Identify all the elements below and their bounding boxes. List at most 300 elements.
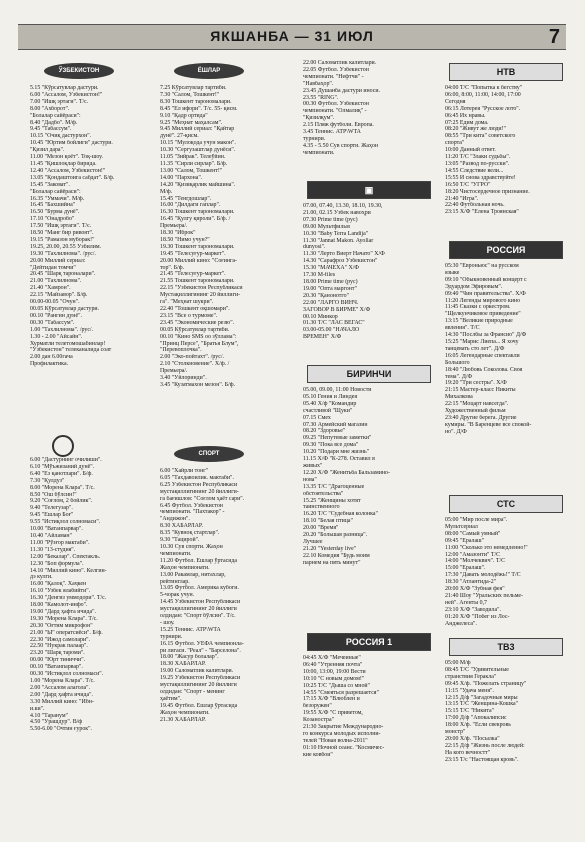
listing-line: 13:15 Т/С "Женщина-Кошка": [445, 701, 519, 708]
listing-line: 13:15 "Великие природные: [445, 318, 513, 325]
listing-line: 4.50 "Ўрашдур". В/ф: [30, 719, 83, 726]
listing-line: 18.50 "Нимо учун?": [160, 236, 210, 243]
listing-line: 06:15 Лотерея "Русское лото".: [445, 105, 521, 112]
listing-line: 13.05 Футбол. Америка кубоги.: [160, 585, 239, 592]
listing-line: 1.00 "Тахлилнома". /рус/.: [30, 326, 94, 333]
listing-line: дунё". 27-қисм.: [160, 133, 199, 140]
listing-line: и.ки".: [30, 705, 45, 712]
birinchi-schedule: [303, 362, 435, 567]
listing-line: 20.30 "Қанонотго": [303, 292, 349, 299]
listing-line: 11.00 "Мезон қоёт". Тоқ-шоу.: [30, 154, 103, 161]
listing-line: 10.30 "Baby Terra Landija": [303, 230, 369, 237]
listing-line: парнем на пять минут": [303, 559, 361, 566]
listing-line: 16.20 Т/С "Судебная колонка": [303, 511, 378, 518]
listing-line: 2.00 "Эко-пойтахт". /рус/.: [160, 354, 224, 361]
listing-line: 13.35 Т/С "Драгоценные: [303, 483, 365, 490]
listing-line: Хурматли телетомошабинлар!: [30, 340, 106, 347]
channel-logo-birinchi: БИРИНЧИ: [307, 365, 431, 383]
listing-line: "Болалар сайёраси":: [30, 112, 81, 119]
listing-line: 08:00 "Самый умный": [445, 530, 501, 537]
listing-line: 23.55 "RING".: [303, 94, 339, 101]
listing-line: 14:55 Следствие вели...: [445, 167, 504, 174]
listing-line: 01.30 Т/С "ЛАС ВЕГАС": [303, 320, 365, 327]
listing-line: 3.40 "Ўйлоринди".: [160, 375, 207, 382]
listing-line: 8.45 "Ел ифори". Т/с. 55- қисм.: [160, 105, 238, 112]
listing-line: 21.20 "Yesterday live": [303, 545, 357, 552]
listing-line: турнири.: [303, 135, 326, 142]
listing-line: 19:20 "Три сестры". Х/Ф: [445, 380, 507, 387]
listing-line: 19.30 Тошкент тарономалари.: [160, 243, 235, 250]
listing-line: олдидан: "Спорт - менинг: [160, 689, 225, 695]
listing-line: 16.15 Футбол. УЕФА чемпионла-: [160, 640, 244, 647]
listing-line: 04:45 Х/Ф "Мечеиные": [303, 655, 361, 661]
listing-line: 15:55 И снова здравствуйте!: [445, 174, 516, 181]
listing-line: Козаностра": [303, 717, 334, 724]
listing-line: "Ўзбекистон" телеканалида соат: [30, 347, 112, 354]
listing-line: 9.30 "Тацирой".: [160, 537, 200, 544]
listing-line: странствия Геракла": [445, 673, 497, 680]
listing-line: 23:15 Х/Ф "Елена Троянская": [445, 209, 519, 216]
listing-line: 00.10 "Ватанпарвар".: [30, 664, 83, 671]
listing-line: 19.30 "Тахлилнома". /рус/.: [30, 250, 96, 257]
listing-line: 21:40 "Игра".: [445, 195, 479, 202]
listing-line: 20.00 Миллий кино: "Соғинга-: [160, 257, 237, 264]
listing-line: 9.45 "Табассум".: [30, 126, 72, 133]
channel-logo-uzbekistan: ЎЗБЕКИСТОН: [44, 63, 114, 79]
listing-line: спорта": [445, 140, 465, 147]
listing-line: "Щелкунчиковое приведение": [445, 311, 521, 318]
listing-line: 9.45 Миллий сериал: "Қайтар: [160, 126, 235, 133]
listing-line: тор". Б/ф.: [160, 264, 185, 271]
listing-line: 15.45 "Тенгдошлар".: [160, 195, 212, 202]
listing-line: 8.30 Тошкент тарономалари.: [160, 98, 232, 105]
listing-line: 4.35 - 5.50 Сув спорти. Жаҳон: [303, 142, 379, 149]
russia-schedule: [445, 238, 567, 436]
listing-line: 3.45 Теннис. ATP\WTA: [303, 129, 361, 136]
listing-line: 22.05 Футбол. Ўзбекистон: [303, 66, 369, 73]
listing-line: 9.55 "Истиқлол солномаси".: [30, 519, 101, 526]
listing-line: 05.40 Х/ф "Командир: [303, 400, 357, 407]
listing-line: 2.00 "Ассалом алагола".: [30, 684, 91, 691]
listing-line: М/ф.: [160, 188, 173, 195]
listing-line: 23:15 Т/с "Настоящая кровь".: [445, 756, 519, 763]
listing-line: 17.50 "Ишқ эртаги". Т/с.: [30, 223, 92, 230]
listing-line: 20:00 Х/ф. "Посылка": [445, 735, 500, 742]
listing-line: 21.55 Тошкент тарономалари.: [160, 278, 235, 285]
listing-line: турнири.: [160, 633, 183, 640]
listing-line: 00.30 "Истиқлол солномаси".: [30, 671, 104, 678]
listing-line: 19.25 Ўзбекистон Республикаси: [160, 675, 241, 682]
listing-line: 22.00 "ЛАРГО ВИНЧ.: [303, 299, 359, 306]
listing-line: 9.10 "Қадр ортида": [160, 112, 208, 119]
listing-line: 11:20 Т/С "Злаки судьбы".: [445, 154, 511, 161]
listing-line: 5.50-6.00 "Очтин ғурок".: [30, 726, 93, 733]
listing-line: 05:30 "Евроньюс" на русском: [445, 263, 519, 269]
russia1-schedule: [303, 630, 435, 759]
listing-line: 19.00 "Опта маргонт": [303, 285, 357, 292]
listing-line: 18.30 ХАБАРЛАР.: [160, 661, 206, 668]
listing-line: языке: [445, 269, 460, 276]
listing-line: 15:15 Т/С "Никита": [445, 708, 495, 715]
listing-line: 19.30 "Морена Клара". Т/с.: [30, 615, 98, 622]
sport-schedule-continued: [303, 60, 435, 157]
listing-line: Премьера/.: [160, 223, 188, 230]
listing-line: 13:05 "Развод по-русски".: [445, 160, 510, 167]
listing-line: 20.30 "Оғтим микрофон": [30, 622, 93, 629]
listing-line: 10.20 "Подари мне жизнь": [303, 449, 370, 456]
listing-line: 12:15 Д/ф "Загадочные миры: [445, 694, 518, 701]
channel-logo-sts: СТС: [449, 495, 563, 513]
listing-line: 11.00 "Рўзғор мактаби".: [30, 539, 90, 546]
listing-line: 18.00 "Камолот-инфо".: [30, 602, 88, 609]
listing-line: 00.30 Футбол. Ўзбекистон: [303, 101, 369, 108]
listing-line: 11:15 "Удача меня".: [445, 687, 494, 694]
listing-line: 00.00 "Юрт тиниччи".: [30, 657, 86, 664]
listing-line: 9.20 "Соғлом, 2 бойлик".: [30, 498, 93, 505]
listing-line: "Андижон".: [160, 516, 190, 523]
listing-line: 13.00 "Салом, Тошкент!": [160, 167, 223, 174]
listing-line: Художественный фильм: [445, 408, 506, 415]
tv3-schedule: [445, 635, 567, 764]
listing-line: га бағишлов: "Соғлом ҳаёт сари".: [160, 495, 245, 502]
listing-line: 21:40 Шоу "Уральских пельме-: [445, 592, 524, 599]
listing-line: 7.30 "Қулдуз": [30, 477, 65, 484]
listing-line: 17:00 Д/ф "Апокалипсис: [445, 715, 507, 722]
listing-line: 19.45 Футбол. Ёшлар ўртасида: [160, 702, 238, 709]
listing-line: "Болалар сайёраси":: [30, 188, 81, 195]
listing-line: 14.45 Ўзбекистон Республикаси: [160, 599, 241, 606]
listing-line: 16.45 "Қулгу қироли". Б/ф. /: [160, 216, 231, 223]
listing-line: 09:45 Х/ф. "Пожелать страницу": [445, 680, 527, 687]
listing-line: 00.05 Кўрсатувлар дастури.: [30, 306, 100, 312]
listing-line: 21.30 ХАБАРЛАР.: [160, 716, 206, 723]
second-channel-schedule: [30, 432, 138, 733]
listing-line: 16.30 "Денгиз уммодори". Т/с.: [30, 595, 107, 602]
listing-line: 22.10 Комедия "Будь моим: [303, 552, 370, 559]
listing-line: 11.35 "Сирли сирлар". Б/ф.: [160, 160, 228, 167]
listing-line: 09:45 "Ералаш": [445, 537, 484, 544]
listing-line: "Қизил дара".: [30, 147, 65, 154]
listing-line: ҳаётим".: [160, 695, 182, 702]
listing-line: 8.00 "Морена Клара". Т/с.: [30, 484, 95, 491]
listing-line: 18:20 Чистосердечное признание.: [445, 188, 530, 195]
listing-line: На кого вечностт": [445, 749, 491, 756]
channel-logo-russia1: РОССИЯ 1: [307, 633, 431, 651]
listing-line: Лучшее: [303, 538, 323, 545]
listing-line: 8.30 ХАБАРЛАР.: [160, 523, 203, 530]
listing-line: 23.45 Душанба дастури иноси.: [303, 87, 380, 94]
listing-line: 19.45 "Телесуғур-маркет".: [160, 250, 226, 257]
listing-line: "Принц Персе", "Братья Блум",: [160, 340, 239, 347]
listing-line: 21.40 "Хамрон".: [30, 285, 71, 292]
listing-line: 18:40 "Любовь Соколова. Своя: [445, 366, 523, 373]
listing-line: чемпионати. "Олмалиқ" -: [303, 108, 367, 115]
listing-line: Мустақиллигининг 20 йиллиги-: [160, 292, 241, 299]
listing-line: 10.15 "Очиқ дастурхон".: [30, 133, 92, 140]
listing-line: Большого: [445, 359, 470, 366]
listing-line: 23.20 "Шарқ тароми".: [30, 650, 85, 657]
listing-line: 7.00 "Ишқ эртаги". Т/с.: [30, 98, 89, 105]
listing-line: 11.15 Х/Ф "К-278. Оставил в: [303, 456, 375, 463]
listing-line: 21.00 "Тахлилнома".: [30, 278, 82, 285]
listing-line: 10.30 "Сергузаштлар дунёси".: [160, 147, 236, 154]
listing-line: 10.45 "Юртим бойлиги" дастури.: [30, 140, 113, 147]
tv-channel-schedule: [303, 178, 435, 341]
listing-line: ри лигаси. "Реал" - "Барселона".: [160, 647, 241, 654]
listing-line: 6.40 "Ёз қанотлари". Б/ф.: [30, 470, 93, 477]
listing-line: 6.00 "Хайрли тонг": [160, 468, 209, 474]
listing-line: 11:20 Легенды мирового кино: [445, 297, 521, 304]
listing-line: "Навбаҳор".: [303, 80, 334, 87]
listing-line: 16.30 Тошкент тарономалари.: [160, 209, 235, 216]
listing-line: 18:30 "Атлантида-2": [445, 579, 497, 586]
listing-line: 8.50 "Ош бўлсин!": [30, 491, 77, 498]
listing-line: 20.45 "Шарқ тароналари".: [30, 271, 96, 278]
listing-line: 10:10 "С новым домом!": [303, 675, 365, 682]
listing-line: 14.20 "Қизиқарлик майшина".: [160, 181, 236, 188]
listing-line: 00.10 "Рангин дунё".: [30, 312, 82, 319]
listing-line: 09.30 "Пока все дома": [303, 442, 359, 449]
listing-line: кумиры. "В Баренцеве все спокой-: [445, 421, 532, 428]
listing-line: 12.40 "Ассалом, Ўзбекистон!": [30, 167, 106, 174]
listing-line: 19.15 "Рамазон муборак!": [30, 236, 95, 243]
listing-line: 2.10 "Столкновение". Х/ф. /: [160, 361, 230, 368]
listing-line: 01:20 Х/Ф "Побег из Лос-: [445, 613, 510, 620]
channel-logo-russia: РОССИЯ: [449, 241, 563, 259]
listing-line: 08:55 "Три кита" советского: [445, 133, 516, 140]
listing-line: 11:00 "Сколько это немедленно!": [445, 544, 528, 551]
listing-line: рейтинглар.: [160, 578, 190, 585]
listing-line: 21.45 "Телесуғур-маркет".: [160, 271, 226, 278]
listing-line: 12.20 Х/Ф "Женитьба Бальзамино-: [303, 469, 390, 476]
listing-line: 10.30 Сув спорти. Жаҳон: [160, 543, 223, 550]
listing-line: 16.50 "Бурма дунё".: [30, 209, 80, 216]
listing-line: 18.50 "Манг бир ривоят".: [30, 230, 94, 237]
listing-line: 19.25, 20.00, 20.55 Ўзбилим.: [30, 243, 102, 250]
listing-line: 14:55 "Смеяться разрешается": [303, 689, 379, 696]
listing-line: обстоятельства": [303, 490, 344, 497]
listing-line: 05:00 М/ф: [445, 660, 471, 666]
listing-line: 22.40 "Тошкент оқшомари".: [160, 306, 230, 312]
listing-line: 01:10 Ночной сеанс. "Космичес-: [303, 744, 385, 751]
listing-line: ней". Агенты 0,7: [445, 599, 487, 606]
listing-line: 6.25 Ўзбекистон Республикаси: [160, 481, 238, 488]
listing-line: Мультсериал: [445, 523, 478, 530]
listing-line: 16:50 Т/С "УГРО": [445, 181, 491, 188]
page-title: ЯКШАНБА — 31 ИЮЛ: [210, 28, 374, 44]
listing-line: мустақиллигининг 20 йиллиги: [160, 682, 237, 689]
listing-line: 18.30 "Иброк": [160, 230, 196, 237]
listing-line: dunyosi".: [303, 244, 326, 251]
listing-line: 2.00 дан 6.00гача: [30, 354, 73, 361]
listing-line: 22:15 Д/ф "Жизнь после людей:: [445, 742, 525, 749]
listing-line: 21.00, 02.15 Ўзбек навоҳри: [303, 209, 371, 216]
listing-line: чемпионати.: [160, 550, 192, 557]
channel-logo-yoshlar: ЁШЛАР: [174, 63, 244, 79]
listing-line: дэ кулги.: [30, 574, 53, 581]
listing-line: "Қизилқум".: [303, 115, 335, 122]
listing-line: 06:45 Их нравы.: [445, 112, 486, 119]
listing-line: 2.00 "Дард ҳафта ичида".: [30, 691, 94, 698]
listing-line: 22.30 "Ижод самолари".: [30, 636, 90, 643]
listing-line: 21:15 Мастер-класс Никиты: [445, 387, 516, 394]
listing-line: 22.15 "Ўзбекистон Республикаси: [160, 285, 243, 292]
channel-logo-tv3: ТВ3: [449, 638, 563, 656]
listing-line: счастливой "Щуки": [303, 407, 353, 414]
listing-line: 09.00 Мультфильм: [303, 223, 350, 230]
listing-line: 8.40 "Дадбо". М/ф.: [30, 119, 78, 126]
listing-line: 22.15 "Майзавор". Б/ф.: [30, 292, 88, 299]
listing-line: 18.00 "Жасур болалар".: [160, 654, 219, 661]
listing-line: 19.00 Саломатлик калитлари.: [160, 668, 234, 675]
listing-line: 14.30 "Сарафроз Ўзбекистон": [303, 258, 378, 265]
listing-line: 15.25 Теннис. ATP\WTA: [160, 626, 221, 633]
listing-line: 10.00 "Ватанпарвар".: [30, 526, 83, 533]
listing-line: Эдуардом Эфировым".: [445, 283, 503, 290]
page-header: [18, 24, 566, 50]
listing-line: нова": [303, 476, 317, 483]
listing-line: 9.40 "Телегузар".: [30, 505, 73, 512]
listing-line: 11.30 "Лерто Виерт Начато" Х/Ф: [303, 251, 385, 258]
listing-line: Жаҳон чемпионати.: [160, 709, 210, 716]
listing-line: 00.05 Кўрсатувлар тартиби.: [160, 326, 230, 333]
listing-line: 05.00, 09.00, 11:00 Новости: [303, 387, 372, 393]
listing-line: 00.10 Минкор: [303, 313, 338, 320]
yoshlar-schedule: [160, 60, 288, 389]
listing-line: 3.45 "Кузатмахон мезон". Б/ф.: [160, 381, 236, 388]
tv-channel-logo-icon: ▣: [307, 181, 431, 199]
listing-line: 10.40 "Айламан": [30, 532, 72, 539]
listing-line: 6.45 Футбол. Ўзбекистон: [160, 502, 223, 509]
listing-line: 07.30 Армейский магазин: [303, 421, 368, 428]
listing-line: 10:00, 13:00, 19:00 Вести: [303, 668, 366, 675]
listing-line: Профилактика.: [30, 361, 69, 368]
listing-line: 08.20 "Здоровье": [303, 428, 346, 435]
listing-line: 11:45 Сказки с оркестром.: [445, 304, 511, 311]
listing-line: явления". Т/С: [445, 325, 480, 332]
listing-line: 17:30 "Давать молодёжь!" Т/С: [445, 572, 521, 579]
listing-line: 8.00 "Ахборот".: [30, 105, 70, 112]
listing-line: 06:40 "Утренняя почта": [303, 661, 363, 668]
listing-line: 07.30 Prime time (рус): [303, 216, 358, 223]
listing-line: чемпионати. "Пахтакор" -: [160, 509, 225, 516]
listing-line: 12.30 "Боп формула".: [30, 560, 84, 567]
listing-line: 5.15 "Кўрсатувлар дастури.: [30, 85, 99, 91]
listing-line: монстр": [445, 729, 466, 736]
channel-logo-ntv: НТВ: [449, 63, 563, 81]
sts-schedule: [445, 492, 567, 628]
listing-line: - шоу.: [160, 619, 175, 626]
listing-line: 22.50 "Нукрак палаар".: [30, 643, 88, 650]
listing-line: 15.25 "Женщины хотят: [303, 497, 361, 504]
listing-line: 05.10 Гения и Линдея: [303, 393, 358, 400]
listing-line: 20:00 Х/Ф "Зубная фея": [445, 586, 505, 593]
listing-line: 00.00-00.05 "Очун".: [30, 299, 80, 306]
listing-line: ЗАГОВОР В БИРМЕ" Х/Ф: [303, 306, 371, 313]
listing-line: 9.25 "Меҳнат маҳалсам".: [160, 119, 223, 126]
listing-line: 10:00 Данный ответ.: [445, 147, 496, 154]
listing-line: чемпионати. "Нефтчи" -: [303, 73, 364, 80]
listing-line: 08:45 Т/С "Удивительные: [445, 666, 509, 673]
listing-line: 6.00 "Ассалом, Ўзбекистон!": [30, 91, 103, 98]
listing-line: 23:10 Х/Ф "Заводила".: [445, 606, 501, 613]
listing-line: 07:25 Едим дома.: [445, 119, 489, 126]
listing-line: 03.00-05.00 "НАЧАЛО: [303, 327, 360, 334]
listing-line: мустақиллигининг 20 йиллиги: [160, 606, 237, 613]
listing-line: 00.30 "Табассум".: [30, 319, 75, 326]
listing-line: 13.05 "Қондаштоига сабдат". Б/ф.: [30, 174, 115, 181]
listing-line: 11.45 "Қишлоқлар бирида.: [30, 160, 97, 167]
listing-line: 07.00, 07.40, 13.30, 18.10, 19.30,: [303, 203, 383, 209]
listing-line: 20.00 "Время": [303, 525, 339, 532]
listing-line: 07.15 Смех: [303, 414, 331, 421]
listing-line: 17:15 Х/Ф "Влюблен и: [303, 696, 360, 703]
listing-line: кие ковбои": [303, 751, 333, 758]
listing-line: 7.25 Кўрсатувлар тартиби.: [160, 85, 227, 91]
listing-line: "Дейтидан томчи": [30, 264, 76, 271]
listing-line: 13.00 Ракамлар, нитахлар,: [160, 571, 226, 578]
listing-line: 18.10 "Белая птица": [303, 518, 353, 525]
listing-line: Жаҳон чемпионати.: [160, 564, 210, 571]
listing-line: 16.00 "Дилдаги гаплар".: [160, 202, 221, 209]
listing-line: 11.05 "Зийрак". Телеўйин.: [160, 154, 226, 161]
listing-line: 23.15 "Все о турмоме".: [160, 312, 218, 319]
listing-line: 6.10 "Мўъжизаний дунё".: [30, 463, 95, 470]
listing-line: 11.30 "13-студия".: [30, 546, 76, 553]
listing-line: 20.20 "Большая разница".: [303, 532, 368, 539]
listing-line: 7.30 "Салом, Тошкент!": [160, 91, 220, 98]
listing-line: 11.20 Футбол. Ёшлар ўртасида: [160, 557, 237, 564]
listing-line: го конкурса молодых исполни-: [303, 730, 381, 737]
listing-line: 18:00 Х/ф. "Если свекровь: [445, 722, 511, 729]
listing-line: 10:25 Т/С "Дыша со мной": [303, 682, 370, 689]
listing-line: 16.10 "Узбек ялабийти".: [30, 588, 91, 595]
listing-line: 16:05 Легендарные спектакли: [445, 352, 520, 359]
listing-line: 18.00 Prime time (рус): [303, 278, 358, 285]
listing-line: 16.00 "Қалоқ". Хаҷкен: [30, 581, 87, 588]
listing-line: 06:00, 8:00, 11:00, 14:00, 17:00: [445, 91, 521, 98]
listing-line: 23.45 "Экономические резю".: [160, 319, 235, 326]
page-number: 7: [548, 26, 560, 48]
listing-line: 11.30 "Jannat Makon. Ayollar: [303, 237, 374, 244]
listing-line: 15:25 "Марис Лиепа... Я хочу: [445, 338, 519, 345]
listing-line: 14.00 "Пархона".: [160, 174, 203, 181]
listing-line: 20.00 Миллий сериал:: [30, 257, 86, 264]
listing-line: живых": [303, 462, 323, 469]
listing-line: 17.30 M-files: [303, 272, 336, 279]
listing-line: 19.00 "Дард ҳафта ичида".: [30, 608, 96, 615]
listing-line: 08:20 "Живут же люди!": [445, 126, 506, 133]
listing-line: Анджелеса".: [445, 620, 477, 627]
ntv-schedule: [445, 60, 567, 216]
listing-line: 04:00 Т/С "Попытка к бегству": [445, 85, 523, 91]
listing-line: 15.30 "МАЧЕХА" Х/Ф: [303, 265, 360, 272]
listing-line: 16.45 "Бахшийна": [30, 202, 76, 209]
listing-line: олдидан: "Спорт бўлсин". Т/с.: [160, 613, 236, 620]
listing-line: 4.10 "Таранум": [30, 712, 68, 719]
listing-line: "Перевоплочка".: [160, 347, 202, 354]
listing-line: 22:15 "Моцарт навсегда".: [445, 401, 509, 408]
listing-line: 14:30 "Послбы за Франсио" Д/Ф: [445, 332, 527, 339]
listing-line: Премьера/.: [160, 368, 188, 375]
listing-line: 00.10 "Кино SMS оо зўллама":: [160, 333, 237, 340]
listing-line: 14:00 "Молчеквич". Т/С: [445, 558, 506, 565]
listing-line: 23:40 Другие берега. Другие: [445, 414, 517, 421]
listing-line: но". Д/Ф: [445, 428, 467, 435]
listing-line: мустақиллигининг 20 йиллиги-: [160, 488, 239, 495]
listing-line: 05:00 "Мир после мира".: [445, 517, 508, 523]
listing-line: ВРЕМЕН" Х/Ф: [303, 334, 342, 341]
